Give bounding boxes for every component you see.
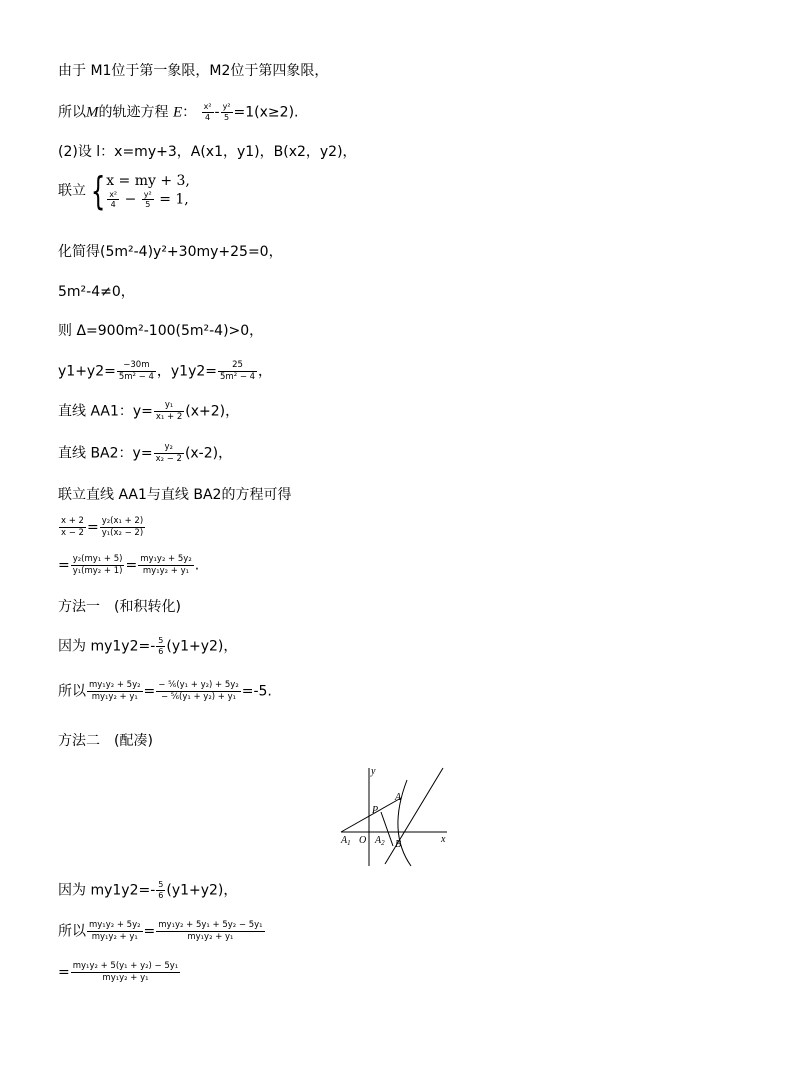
l19-prefix: 所以 (58, 923, 86, 940)
frac-k1: $\frac{\text{y₁}}{\text{x₁ + 2}}$ (155, 400, 183, 422)
method-two-step-1: 所以 $\frac{\text{my₁y₂ + 5y₂}}{\text{my₁y₂ + y₁}}$ = $\frac{\text{my₁y₂ + 5y₁ + 5y₂ − 5y₁}}{\text{my₁y₂ + y₁}}$ (58, 920, 263, 942)
discriminant-line (58, 322, 263, 340)
sys-frac-y: $\frac{\text{y²}}{5}$ (143, 190, 152, 209)
frac-five-sixths-2: $\frac{5}{6}$ (158, 880, 164, 900)
secant-line (385, 768, 443, 864)
frac-n2: $\frac{\text{my₁y₂ + 5y₁ + 5y₂ − 5y₁}}{\text{my₁y₂ + y₁}}$ (158, 920, 263, 942)
label-a: A (395, 792, 402, 803)
l15-prefix: 因为 my1y2=- (58, 638, 156, 655)
frac-k2: $\frac{\text{y₂}}{\text{x₂ − 2}}$ (155, 442, 182, 464)
line-aa1-path (341, 798, 401, 832)
system-line (58, 169, 190, 213)
product-label: ，y1y2= (156, 363, 218, 380)
line-6-text: 5m²-4≠0， (58, 284, 135, 300)
frac-r4: $\frac{\text{my₁y₂ + 5y₂}}{\text{my₁y₂ + y₁}}$ (140, 554, 192, 576)
l2-prefix: 所以 (58, 104, 86, 121)
line-ba2 (58, 442, 232, 465)
l10-suffix: (x-2)， (184, 445, 233, 462)
vieta-line: y1+y2= $\frac{-30m}{\text{5m² − 4}}$ ，y1y2= $\frac{25}{\text{5m² − 4}}$ ， (58, 360, 273, 382)
line-11-text: 联立直线 AA1与直线 BA2的方程可得 (58, 487, 292, 503)
frac-product: $\frac{25}{\text{5m² − 4}}$ (220, 360, 256, 382)
frac-x2-4: $\frac{\text{x²}}{4}$ (203, 102, 212, 122)
frac-y2-5: $\frac{\text{y²}}{5}$ (222, 102, 231, 122)
label-a2: $A_2$ (375, 835, 385, 847)
l10-prefix: 直线 BA2：y= (58, 445, 153, 462)
frac-r1: $\frac{x + 2}{x - 2}$ (61, 516, 84, 538)
line-5-text: 化简得(5m²-4)y²+30my+25=0， (58, 244, 283, 260)
text-line-1 (58, 62, 328, 80)
label-b: B (395, 839, 402, 850)
l9-suffix: (x+2)， (185, 403, 240, 420)
system-row-2: $\frac{\text{x²}}{4}$ − $\frac{\text{y²}}{5}$ = 1, (109, 190, 189, 209)
m-symbol: M (86, 104, 99, 121)
method-two-text: 方法二 (配凑) (58, 733, 153, 749)
l4-prefix: 联立 (58, 183, 86, 199)
method-one-text: 方法一 (和积转化) (58, 599, 181, 615)
e-symbol: E (172, 104, 183, 121)
because-line-2 (58, 880, 237, 901)
system-row-1: x = my + 3, (106, 173, 190, 189)
frac-m1: $\frac{\text{my₁y₂ + 5y₂}}{\text{my₁y₂ + y₁}}$ (89, 680, 141, 702)
frac-five-sixths: $\frac{5}{6}$ (158, 636, 164, 656)
sys-frac-x: $\frac{\text{x²}}{4}$ (109, 190, 118, 209)
l15-suffix: (y1+y2)， (166, 638, 238, 655)
l9-prefix: 直线 AA1：y= (58, 403, 153, 420)
method-one-result: 所以 $\frac{\text{my₁y₂ + 5y₂}}{\text{my₁y₂ + y₁}}$ = $\frac{\text{− ⁵⁄₆(y₁ + y₂) + 5y₂}}{\text{− ⁵⁄₆(y₁ + y₂) + y₁}}$ =-5. (58, 680, 272, 702)
l16-suffix: =-5. (241, 683, 272, 700)
l18-prefix: 因为 my1y2=- (58, 882, 156, 899)
trajectory-equation-line: 所以M的轨迹方程 E： $\frac{\text{x²}}{4}$ - $\frac{\text{y²}}{5}$ =1(x≥2). (58, 102, 299, 122)
l2-eq: =1(x≥2). (233, 104, 299, 121)
line-1-text: 由于 M1位于第一象限，M2位于第四象限， (58, 63, 329, 79)
equation-system (106, 173, 190, 209)
label-p: P (372, 805, 379, 816)
method-two-heading (58, 732, 153, 750)
method-two-step-2: = $\frac{\text{my₁y₂ + 5(y₁ + y₂) − 5y₁}}{\text{my₁y₂ + y₁}}$ (58, 961, 179, 983)
nonzero-line (58, 283, 135, 301)
hyperbola-diagram (335, 762, 455, 872)
left-brace: { (90, 169, 106, 213)
l16-prefix: 所以 (58, 683, 86, 700)
sum-label: y1+y2= (58, 363, 116, 380)
simplified-line (58, 243, 283, 261)
setup-line (58, 143, 357, 161)
frac-n1: $\frac{\text{my₁y₂ + 5y₂}}{\text{my₁y₂ + y₁}}$ (89, 920, 141, 942)
combine-line (58, 486, 291, 504)
frac-n3: $\frac{\text{my₁y₂ + 5(y₁ + y₂) − 5y₁}}{\text{my₁y₂ + y₁}}$ (72, 961, 179, 983)
l2-suffix: 的轨迹方程 (98, 104, 169, 121)
label-o: O (359, 835, 367, 846)
line-3-text: (2)设 l：x=my+3，A(x1，y1)，B(x2，y2)， (58, 144, 357, 160)
frac-r2: $\frac{\text{y₂(x₁ + 2)}}{\text{y₁(x₂ − 2)}}$ (101, 516, 144, 538)
ratio-line-1: $\frac{x + 2}{x - 2}$ = $\frac{\text{y₂(x₁ + 2)}}{\text{y₁(x₂ − 2)}}$ (61, 516, 144, 538)
label-x: x (441, 834, 446, 845)
frac-sum: $\frac{-30m}{\text{5m² − 4}}$ (118, 360, 154, 382)
frac-m2: $\frac{\text{− ⁵⁄₆(y₁ + y₂) + 5y₂}}{\text{− ⁵⁄₆(y₁ + y₂) + y₁}}$ (158, 680, 239, 702)
label-a1: $A_1$ (341, 835, 351, 847)
method-one-heading (58, 598, 181, 616)
line-7-text: 则 Δ=900m²-100(5m²-4)>0， (58, 323, 264, 339)
because-line-1 (58, 636, 237, 657)
line-aa1 (58, 400, 239, 423)
label-y: y (371, 766, 376, 777)
frac-r3: $\frac{\text{y₂(my₁ + 5)}}{\text{y₁(my₂ + 1)}}$ (72, 554, 123, 576)
l18-suffix: (y1+y2)， (166, 882, 238, 899)
ratio-line-2: = $\frac{\text{y₂(my₁ + 5)}}{\text{y₁(my₂ + 1)}}$ = $\frac{\text{my₁y₂ + 5y₂}}{\text{my₁y₂ + y₁}}$ . (58, 554, 200, 576)
